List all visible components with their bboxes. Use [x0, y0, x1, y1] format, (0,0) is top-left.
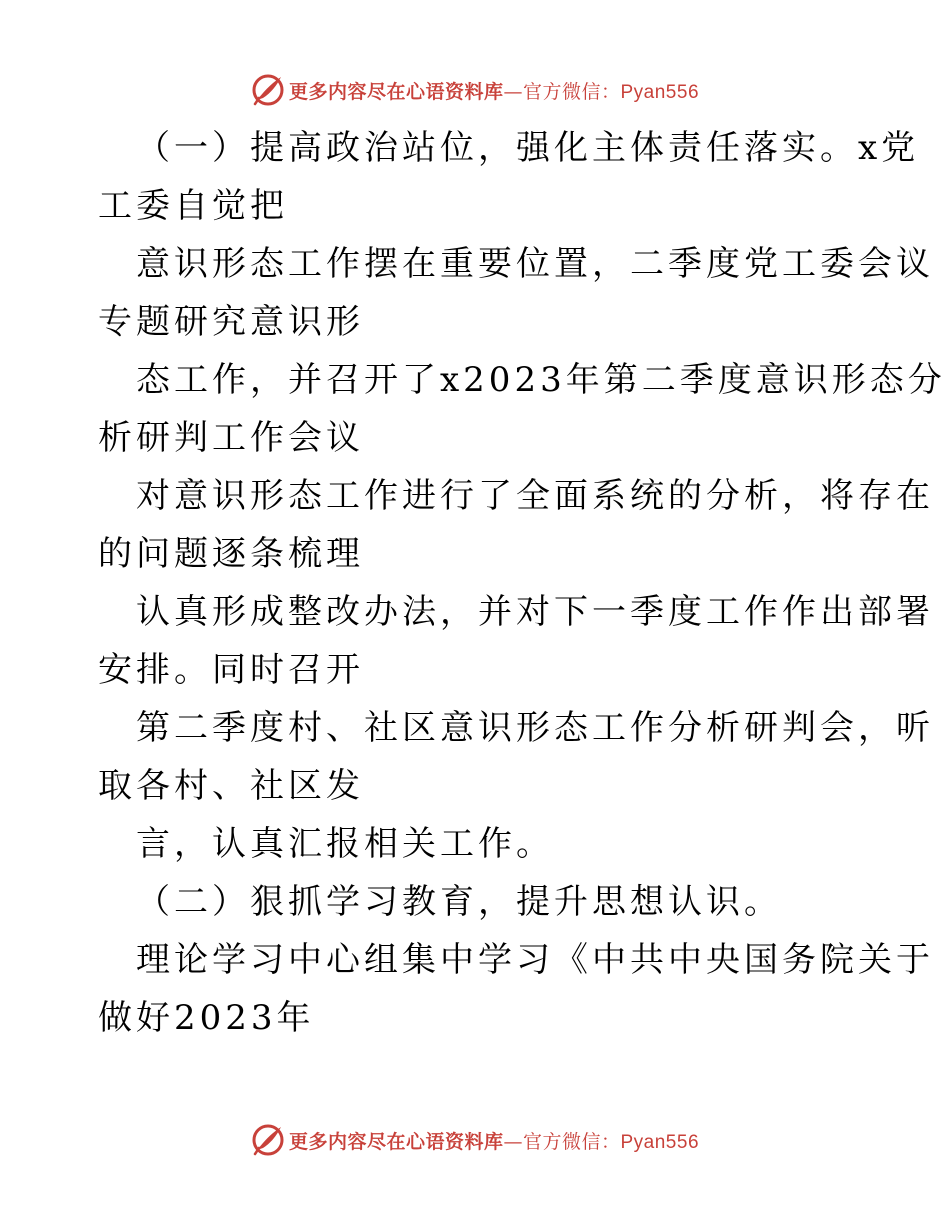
banner-wechat-text: 官方微信：Pyan556	[523, 81, 700, 103]
banner-main-text: 更多内容尽在心语资料库	[288, 1130, 504, 1153]
document-line: 第二季度村、社区意识形态工作分析研判会，听	[136, 708, 934, 748]
document-line: 意识形态工作摆在重要位置，二季度党工委会议	[136, 244, 934, 284]
footer-banner	[0, 1122, 950, 1158]
document-line: 做好2023年	[98, 998, 315, 1038]
banner-separator: —	[503, 80, 523, 103]
document-body	[98, 119, 946, 1047]
banner-main-text: 更多内容尽在心语资料库	[288, 80, 504, 103]
document-line: 专题研究意识形	[98, 302, 364, 342]
banner-text	[289, 77, 699, 104]
document-line: 言，认真汇报相关工作。	[136, 824, 554, 864]
banner-text	[289, 1127, 699, 1154]
document-line: 对意识形态工作进行了全面系统的分析，将存在	[136, 476, 934, 516]
quill-logo-icon	[251, 73, 285, 107]
document-line: （二）狠抓学习教育，提升思想认识。	[136, 882, 782, 922]
banner-wechat-text: 官方微信：Pyan556	[523, 1131, 700, 1153]
document-line: 取各村、社区发	[98, 766, 364, 806]
document-line: 的问题逐条梳理	[98, 534, 364, 574]
document-line: 析研判工作会议	[98, 418, 364, 458]
document-line: 安排。同时召开	[98, 650, 364, 690]
header-banner	[0, 72, 950, 108]
quill-logo-icon	[251, 1123, 285, 1157]
document-line: 理论学习中心组集中学习《中共中央国务院关于	[136, 940, 934, 980]
document-line: （一）提高政治站位，强化主体责任落实。x党	[136, 128, 920, 168]
document-line: 态工作，并召开了x2023年第二季度意识形态分	[136, 360, 946, 400]
document-line: 认真形成整改办法，并对下一季度工作作出部署	[136, 592, 934, 632]
banner-separator: —	[503, 1130, 523, 1153]
document-line: 工委自觉把	[98, 186, 288, 226]
